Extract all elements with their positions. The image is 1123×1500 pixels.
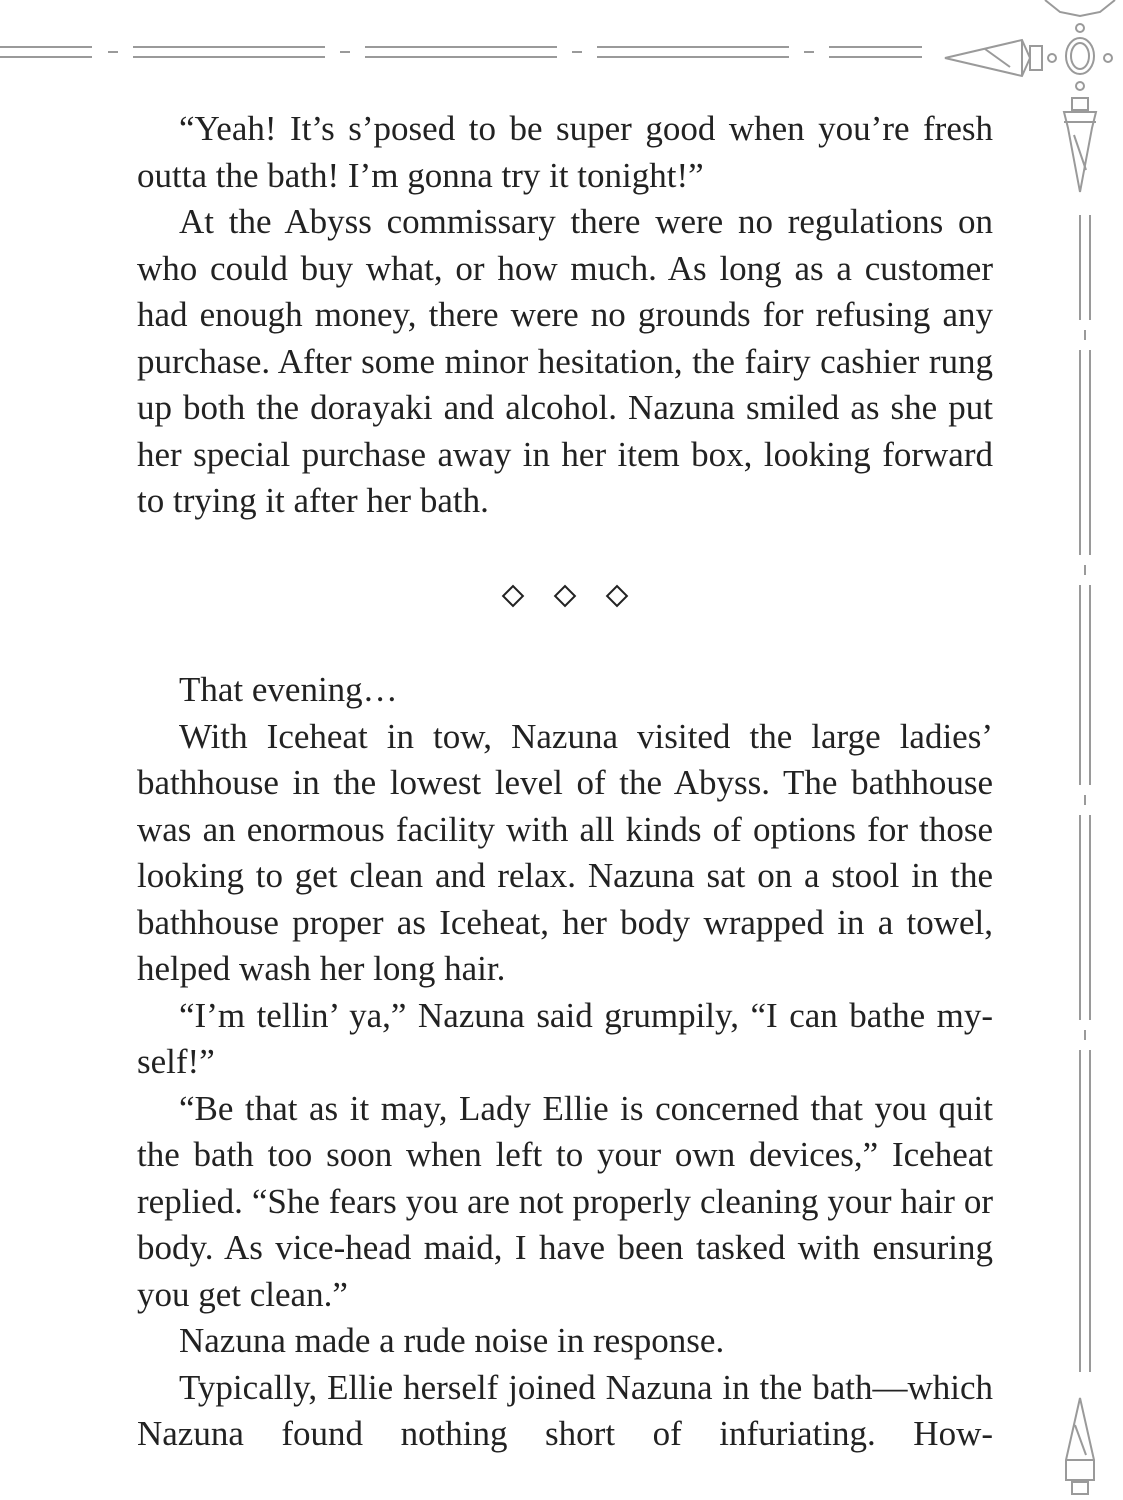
diamond-ornament-icon — [606, 585, 629, 608]
paragraph: Typically, Ellie herself joined Nazuna in the bath—which Nazuna found nothing short of infuriating. How- — [137, 1367, 993, 1453]
paragraph: With Iceheat in tow, Nazuna visited the large ladies’ bathhouse in the lowest level of the Abyss. The bathhouse was an enormous facility with all kinds of options for those looking to get clean and relax. Nazuna sat on a stool in the bathhouse proper as Iceheat, her body wrapped in a towel, helped wash her long hair. — [137, 716, 993, 988]
paragraph: Nazuna made a rude noise in response. — [179, 1321, 725, 1360]
scene-break — [137, 576, 993, 616]
paragraph: “Yeah! It’s s’posed to be super good when you’re fresh outta the bath! I’m gonna try it tonight!” — [137, 109, 993, 195]
paragraph: “I’m tellin’ ya,” Nazuna said grumpily, “I can bathe myself!” — [137, 995, 993, 1081]
diamond-ornament-icon — [502, 585, 525, 608]
body-text-top — [137, 106, 993, 525]
diamond-ornament-icon — [554, 585, 577, 608]
paragraph: “Be that as it may, Lady Ellie is concerned that you quit the bath too soon when left to your own devices,” Iceheat replied. “She fears you are not properly cleaning your hair or body. As vice-head maid, I have been tasked with ensuring you get clean.” — [137, 1088, 993, 1314]
paragraph: At the Abyss commissary there were no regulations on who could buy what, or how much. As long as a customer had enough money, there were no grounds for refusing any purchase. After some minor hesitation, the fairy cashier rung up both the dorayaki and alcohol. Nazuna smiled as she put her special purchase away in her item box, looking forward to trying it after her bath. — [137, 202, 993, 520]
paragraph: That evening… — [179, 670, 398, 709]
body-text-bottom — [137, 667, 993, 1458]
